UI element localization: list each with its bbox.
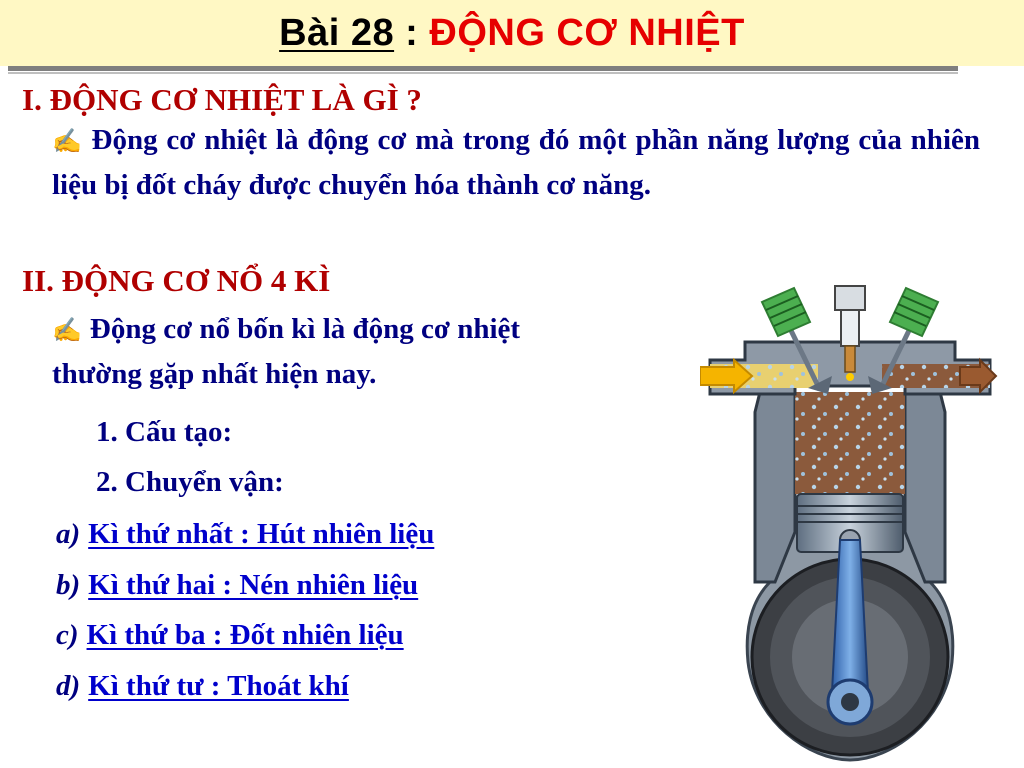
lesson-number: Bài 28	[279, 12, 395, 54]
intro-paragraph	[52, 308, 572, 396]
operation-item: 2. Chuyển vận:	[96, 466, 284, 498]
stroke-item-4	[56, 668, 349, 704]
stroke-letter: a)	[56, 518, 81, 550]
structure-item: 1. Cấu tạo:	[96, 416, 233, 448]
stroke-item-2	[56, 567, 418, 603]
stroke-link-2[interactable]: Kì thứ hai : Nén nhiên liệu	[88, 569, 419, 601]
definition-text: Động cơ nhiệt là động cơ mà trong đó một phần năng lượng của nhiên liệu bị đốt cháy được chuyển hóa thành cơ năng.	[52, 124, 980, 201]
stroke-letter: b)	[56, 569, 81, 601]
stroke-link-4[interactable]: Kì thứ tư : Thoát khí	[88, 670, 349, 702]
writing-hand-icon: ✍	[52, 129, 84, 155]
slide-title	[0, 10, 1024, 56]
section-2-heading: II. ĐỘNG CƠ NỔ 4 KÌ	[22, 263, 331, 298]
section-1-heading: I. ĐỘNG CƠ NHIỆT LÀ GÌ ?	[22, 82, 422, 117]
engine-diagram	[700, 282, 1000, 762]
stroke-letter: c)	[56, 619, 79, 651]
title-underline-thick	[8, 66, 958, 71]
stroke-link-3[interactable]: Kì thứ ba : Đốt nhiên liệu	[86, 619, 404, 651]
definition-paragraph	[52, 119, 980, 207]
lesson-topic: ĐỘNG CƠ NHIỆT	[429, 12, 745, 54]
writing-hand-icon: ✍	[52, 318, 82, 344]
stroke-item-3	[56, 617, 404, 653]
stroke-letter: d)	[56, 670, 81, 702]
stroke-item-1	[56, 516, 434, 552]
title-underline-thin	[8, 72, 958, 74]
stroke-link-1[interactable]: Kì thứ nhất : Hút nhiên liệu	[88, 518, 435, 550]
title-separator: :	[394, 12, 430, 54]
intro-text: Động cơ nổ bốn kì là động cơ nhiệt thường gặp nhất hiện nay.	[52, 313, 521, 390]
